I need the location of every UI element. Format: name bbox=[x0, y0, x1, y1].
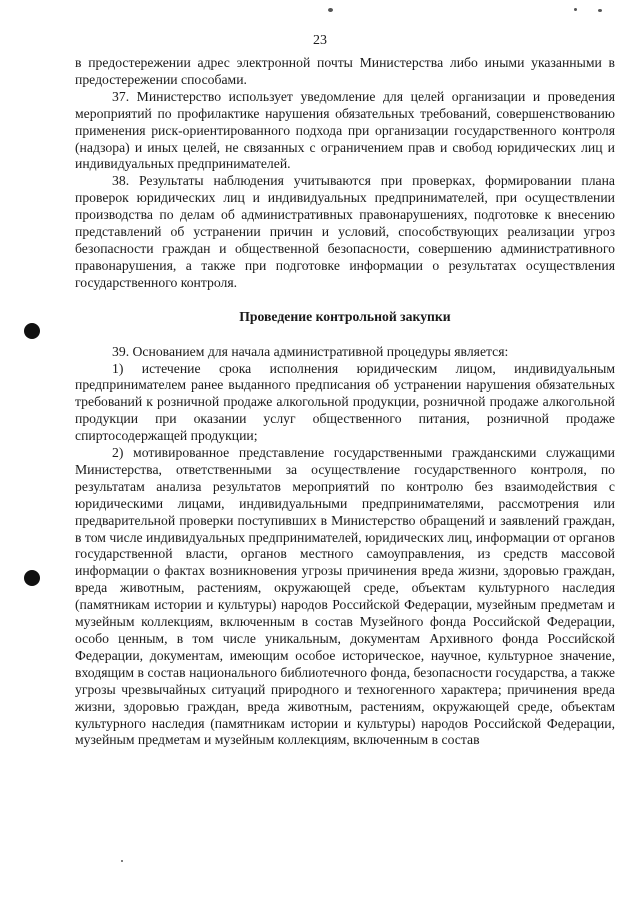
scan-speck bbox=[598, 9, 602, 12]
paragraph-39: 39. Основанием для начала административной процедуры является: bbox=[112, 343, 509, 359]
punch-hole-top bbox=[24, 323, 40, 339]
list-item-2: 2) мотивированное представление государственными гражданскими служащими Министерства, ответственными за осуществление государственного контроля, по результатам анализа результатов мероприятий по контролю без взаимодействия с юридическими лицами, индивидуальными предпринимателями, рассмотрения или предварительной проверки поступивших в Министерство обращений и заявлений граждан, в том числе индивидуальных предпринимателей, юридических лиц, информации от органов государственной власти, органов местного самоуправления, из средств массовой информации о фактах возникновения угрозы причинения вреда жизни, здоровью граждан, вреда животным, растениям, окружающей среде, объектам культурного наследия (памятникам истории и культуры) народов Российской Федерации, музейным предметам и музейным коллекциям, включенным в состав Музейного фонда Российской Федерации, особо ценным, в том числе уникальным, документам Архивного фонда Российской Федерации, документам, имеющим особое историческое, научное, культурное значение, входящим в состав национального библиотечного фонда, безопасности государства, а также угрозы чрезвычайных ситуаций природного и техногенного характера; причинения вреда жизни, здоровью граждан, вреда животным, растениям, окружающей среде, объектам культурного наследия (памятникам истории и культуры) народов Российской Федерации, музейным предметам и музейным коллекциям, включенным в состав bbox=[75, 445, 615, 748]
paragraph-38: 38. Результаты наблюдения учитываются при проверках, формировании плана проверок юридических лиц и индивидуальных предпринимателей, при осуществлении производства по делам об административных правонарушениях, подготовке к внесению представлений об устранении причин и условий, способствующих реализации угроз безопасности граждан и общественной безопасности, совершению административного правонарушения, а также при подготовке информации о результатах осуществления государственного контроля. bbox=[75, 173, 615, 290]
punch-hole-bottom bbox=[24, 570, 40, 586]
scan-speck bbox=[574, 8, 577, 11]
paragraph-continuation: в предостережении адрес электронной почты Министерства либо иными указанными в предостережении способами. bbox=[75, 55, 615, 87]
scan-speck bbox=[121, 860, 123, 862]
scan-speck bbox=[328, 8, 333, 12]
paragraph-37: 37. Министерство использует уведомление для целей организации и проведения мероприятий по профилактике нарушения обязательных требований, совершенствованию применения риск-ориентированного подхода при организации государственного контроля (надзора) и иных целей, не связанных с ограничением прав и свобод юридических лиц и индивидуальных предпринимателей. bbox=[75, 88, 615, 172]
section-heading: Проведение контрольной закупки bbox=[239, 308, 451, 324]
page-number: 23 bbox=[313, 33, 327, 48]
list-item-1: 1) истечение срока исполнения юридическим лицом, индивидуальным предпринимателем ранее выданного предписания об устранении нарушения обязательных требований к розничной продаже алкогольной продукции, розничной продаже алкогольной продукции при оказании услуг общественного питания, розничной продаже спиртосодержащей продукции; bbox=[75, 360, 615, 444]
document-body bbox=[75, 55, 615, 749]
